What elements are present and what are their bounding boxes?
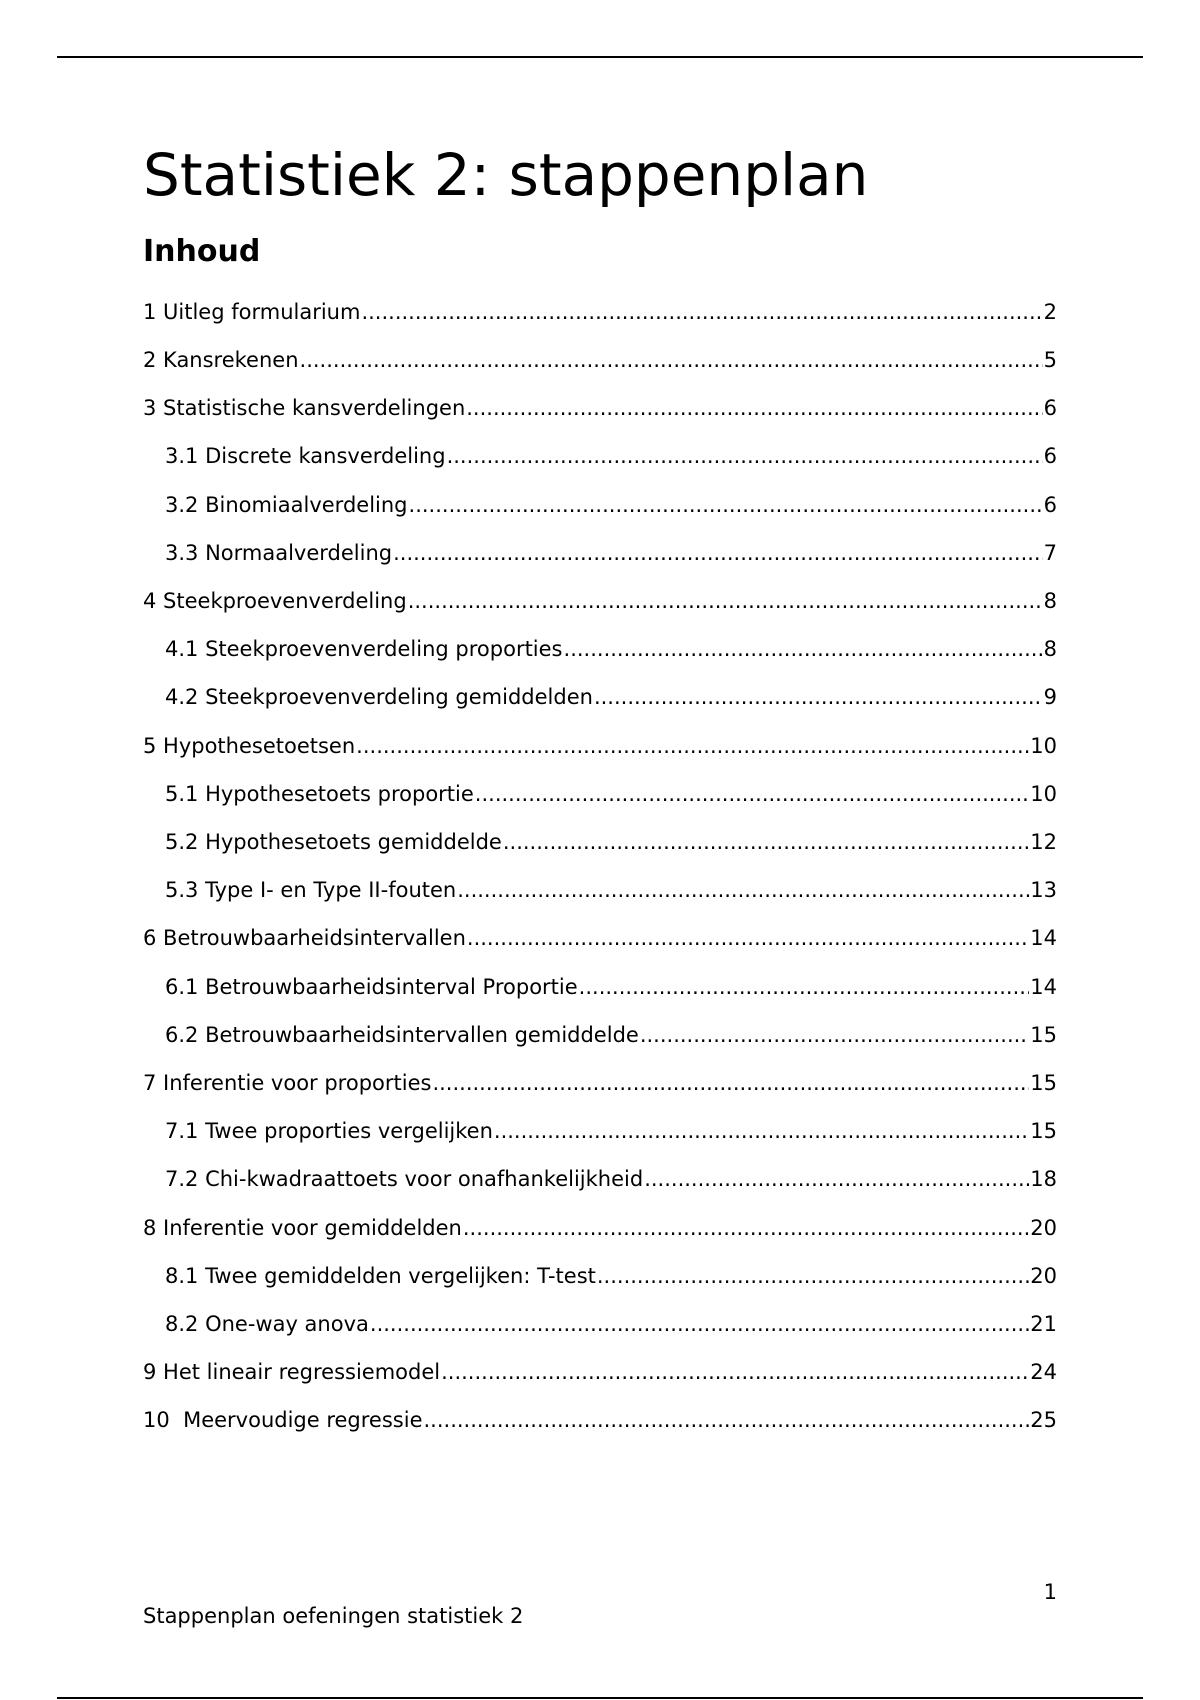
toc-entry[interactable] bbox=[143, 1406, 1057, 1434]
toc-entry[interactable] bbox=[143, 973, 1057, 1001]
toc-entry[interactable] bbox=[143, 635, 1057, 663]
toc-entry[interactable] bbox=[143, 539, 1057, 567]
toc-entry-title: 6.1 Betrouwbaarheidsinterval Proportie bbox=[165, 975, 578, 999]
header-rule bbox=[57, 56, 1143, 58]
toc-entry-page: 15 bbox=[1030, 1023, 1057, 1047]
toc-entry[interactable] bbox=[143, 780, 1057, 808]
toc-entry-page: 15 bbox=[1030, 1119, 1057, 1143]
toc-entry-page: 8 bbox=[1043, 637, 1057, 661]
toc-entry-title: 9 Het lineair regressiemodel bbox=[143, 1360, 441, 1384]
toc-entry[interactable] bbox=[143, 587, 1057, 615]
toc-entry-title: 4.1 Steekproevenverdeling proporties bbox=[165, 637, 563, 661]
toc-entry-page: 25 bbox=[1030, 1408, 1057, 1432]
toc-entry-page: 20 bbox=[1030, 1264, 1057, 1288]
toc-entry-title: 5.3 Type I- en Type II-fouten bbox=[165, 878, 457, 902]
toc-leader-dots bbox=[594, 683, 1043, 711]
toc-entry-title: 3.1 Discrete kansverdeling bbox=[165, 444, 446, 468]
toc-entry-title: 5.2 Hypothesetoets gemiddelde bbox=[165, 830, 502, 854]
toc-leader-dots bbox=[393, 539, 1043, 567]
toc-leader-dots bbox=[564, 635, 1043, 663]
page-number: 1 bbox=[1043, 1580, 1057, 1604]
toc-entry-title: 8.2 One-way anova bbox=[165, 1312, 369, 1336]
toc-leader-dots bbox=[579, 973, 1030, 1001]
toc-entry-page: 6 bbox=[1043, 396, 1057, 420]
toc-entry[interactable] bbox=[143, 1214, 1057, 1242]
toc-leader-dots bbox=[467, 924, 1029, 952]
toc-entry-title: 5.1 Hypothesetoets proportie bbox=[165, 782, 474, 806]
toc-leader-dots bbox=[370, 1310, 1029, 1338]
toc-leader-dots bbox=[475, 780, 1029, 808]
toc-entry-page: 8 bbox=[1043, 589, 1057, 613]
toc-entry-page: 14 bbox=[1030, 975, 1057, 999]
toc-leader-dots bbox=[424, 1406, 1030, 1434]
toc-entry-page: 18 bbox=[1030, 1167, 1057, 1191]
toc-entry[interactable] bbox=[143, 442, 1057, 470]
toc-leader-dots bbox=[640, 1021, 1029, 1049]
toc-entry-page: 5 bbox=[1043, 348, 1057, 372]
toc-entry[interactable] bbox=[143, 491, 1057, 519]
toc-entry[interactable] bbox=[143, 732, 1057, 760]
toc-entry-title: 3.3 Normaalverdeling bbox=[165, 541, 393, 565]
toc-entry[interactable] bbox=[143, 1069, 1057, 1097]
toc-entry-title: 6 Betrouwbaarheidsintervallen bbox=[143, 926, 466, 950]
toc-leader-dots bbox=[597, 1262, 1029, 1290]
toc-entry-page: 6 bbox=[1043, 493, 1057, 517]
toc-leader-dots bbox=[300, 346, 1043, 374]
toc-leader-dots bbox=[447, 442, 1043, 470]
toc-entry-title: 7.2 Chi-kwadraattoets voor onafhankelijkheid bbox=[165, 1167, 644, 1191]
toc-entry[interactable] bbox=[143, 924, 1057, 952]
toc-entry-page: 9 bbox=[1043, 685, 1057, 709]
toc-entry-title: 8 Inferentie voor gemiddelden bbox=[143, 1216, 462, 1240]
toc-entry-title: 3 Statistische kansverdelingen bbox=[143, 396, 466, 420]
toc-entry-page: 21 bbox=[1030, 1312, 1057, 1336]
toc-entry-title: 3.2 Binomiaalverdeling bbox=[165, 493, 408, 517]
toc-entry[interactable] bbox=[143, 298, 1057, 326]
document-title: Statistiek 2: stappenplan bbox=[143, 141, 869, 209]
toc-entry-title: 2 Kansrekenen bbox=[143, 348, 299, 372]
toc-entry[interactable] bbox=[143, 1117, 1057, 1145]
toc-entry[interactable] bbox=[143, 1262, 1057, 1290]
toc-entry[interactable] bbox=[143, 876, 1057, 904]
toc-entry[interactable] bbox=[143, 1165, 1057, 1193]
toc-heading: Inhoud bbox=[143, 234, 261, 269]
toc-leader-dots bbox=[356, 732, 1029, 760]
toc-leader-dots bbox=[409, 491, 1043, 519]
toc-entry-page: 20 bbox=[1030, 1216, 1057, 1240]
toc-entry[interactable] bbox=[143, 683, 1057, 711]
toc-leader-dots bbox=[408, 587, 1043, 615]
footer-rule bbox=[57, 1697, 1143, 1699]
toc-leader-dots bbox=[503, 828, 1029, 856]
toc-leader-dots bbox=[361, 298, 1042, 326]
toc-entry-page: 7 bbox=[1043, 541, 1057, 565]
toc-entry[interactable] bbox=[143, 346, 1057, 374]
toc-entry[interactable] bbox=[143, 1358, 1057, 1386]
toc-leader-dots bbox=[644, 1165, 1029, 1193]
toc-entry[interactable] bbox=[143, 1310, 1057, 1338]
toc-entry-page: 6 bbox=[1043, 444, 1057, 468]
toc-entry-title: 6.2 Betrouwbaarheidsintervallen gemiddelde bbox=[165, 1023, 639, 1047]
toc-entry[interactable] bbox=[143, 1021, 1057, 1049]
toc-entry-title: 5 Hypothesetoetsen bbox=[143, 734, 356, 758]
toc-leader-dots bbox=[457, 876, 1029, 904]
toc-entry-page: 24 bbox=[1030, 1360, 1057, 1384]
toc-leader-dots bbox=[441, 1358, 1029, 1386]
toc-entry-page: 15 bbox=[1030, 1071, 1057, 1095]
toc-entry[interactable] bbox=[143, 394, 1057, 422]
toc-entry-title: 8.1 Twee gemiddelden vergelijken: T-test bbox=[165, 1264, 596, 1288]
toc-leader-dots bbox=[463, 1214, 1029, 1242]
toc-entry[interactable] bbox=[143, 828, 1057, 856]
toc-entry-title: 7.1 Twee proporties vergelijken bbox=[165, 1119, 493, 1143]
footer-text: Stappenplan oefeningen statistiek 2 bbox=[143, 1604, 524, 1628]
toc-entry-title: 10 Meervoudige regressie bbox=[143, 1408, 423, 1432]
toc-entry-page: 13 bbox=[1030, 878, 1057, 902]
toc-entry-title: 1 Uitleg formularium bbox=[143, 300, 361, 324]
toc-entry-page: 12 bbox=[1030, 830, 1057, 854]
toc-entry-page: 14 bbox=[1030, 926, 1057, 950]
toc-entry-title: 7 Inferentie voor proporties bbox=[143, 1071, 432, 1095]
toc-entry-page: 10 bbox=[1030, 734, 1057, 758]
toc-entry-title: 4.2 Steekproevenverdeling gemiddelden bbox=[165, 685, 593, 709]
toc-leader-dots bbox=[432, 1069, 1029, 1097]
toc-entry-page: 2 bbox=[1043, 300, 1057, 324]
toc-entry-title: 4 Steekproevenverdeling bbox=[143, 589, 407, 613]
toc-entry-page: 10 bbox=[1030, 782, 1057, 806]
toc-leader-dots bbox=[494, 1117, 1029, 1145]
toc-leader-dots bbox=[466, 394, 1042, 422]
